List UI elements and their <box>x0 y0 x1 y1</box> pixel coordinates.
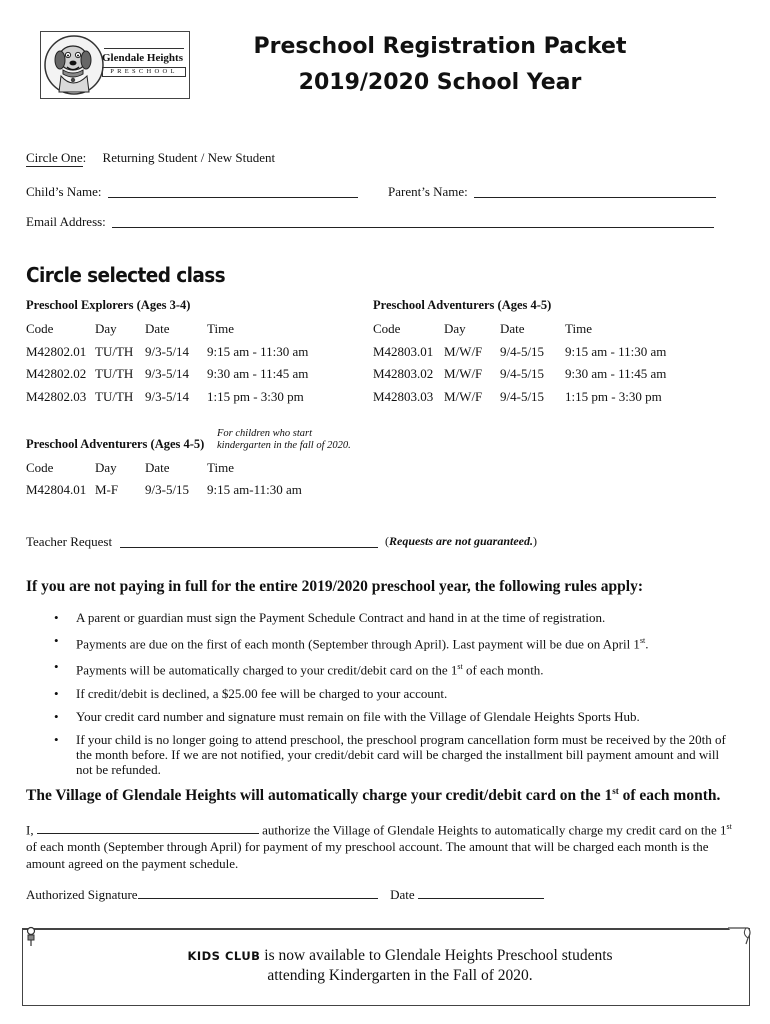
class-day: TU/TH <box>95 366 134 381</box>
student-status-options[interactable]: Returning Student / New Student <box>102 150 276 165</box>
child-name-field[interactable] <box>108 197 358 198</box>
teacher-request-field[interactable] <box>120 547 378 548</box>
class-time: 9:15 am - 11:30 am <box>207 344 309 359</box>
col-header-date: Date <box>145 321 170 336</box>
col-header-day: Day <box>95 321 117 336</box>
kids-club-text2: attending Kindergarten in the Fall of 2020. <box>267 967 533 984</box>
class-day: M-F <box>95 482 119 497</box>
col-header-time: Time <box>207 460 234 475</box>
rule-text: Payments are due on the first of each month (September through April). Last payment will be due on April 1 <box>76 636 640 652</box>
list-item <box>54 610 734 625</box>
class-date: 9/4-5/15 <box>500 389 545 404</box>
class-day: M/W/F <box>444 366 483 381</box>
circle-one-row: Circle One: Returning Student / New Student <box>26 150 276 165</box>
charge-heading-sup: st <box>612 786 619 796</box>
kids-club-announcement <box>160 946 640 985</box>
adventurers-k-note-line2: kindergarten in the fall of 2020. <box>217 440 351 451</box>
scroll-curl-icon <box>726 924 752 946</box>
class-time: 9:30 am - 11:45 am <box>207 366 309 381</box>
class-code: M42802.03 <box>26 389 87 404</box>
class-code: M42802.01 <box>26 344 87 359</box>
rules-list <box>54 610 734 785</box>
circle-one-label: Circle One <box>26 150 83 165</box>
col-header-date: Date <box>145 460 170 475</box>
class-time: 9:15 am-11:30 am <box>207 482 302 497</box>
signature-label: Authorized Signature <box>26 887 138 902</box>
class-day: M/W/F <box>444 389 483 404</box>
list-item <box>54 659 734 677</box>
col-header-code: Code <box>26 321 54 336</box>
rule-superscript: st <box>457 662 463 672</box>
class-time: 9:30 am - 11:45 am <box>565 366 667 381</box>
list-item <box>54 686 734 701</box>
signature-field[interactable] <box>138 886 378 899</box>
parent-name-field[interactable] <box>474 197 716 198</box>
preschool-logo <box>40 31 190 99</box>
bullet-icon: • <box>54 708 59 724</box>
pushpin-icon <box>24 926 38 948</box>
bullet-icon: • <box>54 633 59 648</box>
email-field[interactable] <box>112 227 714 228</box>
col-header-code: Code <box>373 321 401 336</box>
rule-text: Payments will be automatically charged to your credit/debit card on the 1 <box>76 662 458 678</box>
bullet-icon: • <box>54 659 59 675</box>
authorization-text: authorize the Village of Glendale Heights to automatically charge my credit card on the 1 <box>258 822 727 838</box>
class-code: M42803.03 <box>373 389 434 404</box>
class-time: 1:15 pm - 3:30 pm <box>565 389 662 404</box>
list-item <box>54 633 734 651</box>
authorization-text-end: of each month (September through April) for payment of my preschool account. The amount that will be charged each month is the amount agreed on the payment schedule. <box>26 839 709 872</box>
class-date: 9/3-5/14 <box>145 389 190 404</box>
col-header-day: Day <box>444 321 466 336</box>
class-day: TU/TH <box>95 389 134 404</box>
rule-text: Your credit card number and signature must remain on file with the Village of Glendale Heights Sports Hub. <box>76 708 640 724</box>
class-time: 9:15 am - 11:30 am <box>565 344 667 359</box>
date-label: Date <box>390 887 415 902</box>
rule-text: A parent or guardian must sign the Payment Schedule Contract and hand in at the time of registration. <box>76 610 606 625</box>
bullet-icon: • <box>54 610 59 625</box>
kids-club-brand: KIDS CLUB <box>187 949 261 963</box>
date-field[interactable] <box>418 886 544 899</box>
bullet-icon: • <box>54 685 59 701</box>
rules-heading: If you are not paying in full for the entire 2019/2020 preschool year, the following rules apply: <box>26 578 644 595</box>
class-day: TU/TH <box>95 344 134 359</box>
logo-subtitle: PRESCHOOL <box>102 67 186 77</box>
charge-heading-end: of each month. <box>618 787 721 805</box>
class-time: 1:15 pm - 3:30 pm <box>207 389 304 404</box>
rule-text: If credit/debit is declined, a $25.00 fee will be charged to your account. <box>76 685 448 701</box>
class-date: 9/3-5/15 <box>145 482 190 497</box>
class-code: M42803.01 <box>373 344 434 359</box>
rule-text: If your child is no longer going to attend preschool, the preschool program cancellation form must be received by the 20th of the month before. If we are not notified, your credit/debit card will be charged the installment bill payment amount and will not be refunded. <box>76 731 726 777</box>
col-header-day: Day <box>95 460 117 475</box>
kids-club-text1: is now available to Glendale Heights Preschool students <box>260 947 613 964</box>
teacher-request-note: (Requests are not guaranteed.) <box>385 534 538 548</box>
list-item <box>54 732 734 777</box>
email-label: Email Address: <box>26 214 106 229</box>
col-header-time: Time <box>565 321 592 336</box>
rule-superscript: st <box>639 636 646 645</box>
adventurers-title: Preschool Adventurers (Ages 4-5) <box>373 298 552 312</box>
class-date: 9/4-5/15 <box>500 366 545 381</box>
col-header-date: Date <box>500 321 525 336</box>
bullet-icon: • <box>54 731 59 747</box>
authorization-sup: st <box>726 822 732 831</box>
page-title: Preschool Registration Packet <box>253 34 627 59</box>
class-code: M42804.01 <box>26 482 87 497</box>
class-code: M42803.02 <box>373 366 434 381</box>
parent-name-label: Parent’s Name: <box>388 184 468 199</box>
class-code: M42802.02 <box>26 366 87 381</box>
col-header-time: Time <box>207 321 234 336</box>
child-name-label: Child’s Name: <box>26 184 102 199</box>
class-date: 9/3-5/14 <box>145 366 190 381</box>
list-item <box>54 709 734 724</box>
adventurers-k-title: Preschool Adventurers (Ages 4-5) <box>26 437 205 451</box>
charge-heading <box>26 786 720 805</box>
class-date: 9/3-5/14 <box>145 344 190 359</box>
teacher-request-label: Teacher Request <box>26 534 113 549</box>
page-subtitle: 2019/2020 School Year <box>298 70 582 95</box>
logo-name: Glendale Heights <box>102 52 183 64</box>
class-section-heading: Circle selected class <box>26 264 226 288</box>
authorizer-name-field[interactable] <box>37 821 259 834</box>
signature-row <box>26 886 544 903</box>
charge-heading-text: The Village of Glendale Heights will automatically charge your credit/debit card on the 1 <box>26 787 613 805</box>
dog-mascot-icon <box>43 34 105 96</box>
logo-divider <box>104 48 184 49</box>
col-header-code: Code <box>26 460 54 475</box>
class-date: 9/4-5/15 <box>500 344 545 359</box>
rule-text-end: . <box>645 636 649 652</box>
rule-text-end: of each month. <box>462 662 544 678</box>
authorization-paragraph <box>26 818 736 872</box>
teacher-request-note-text: Requests are not guaranteed. <box>389 534 534 548</box>
authorization-prefix: I, <box>26 822 34 838</box>
adventurers-k-note-line1: For children who start <box>217 428 312 439</box>
explorers-title: Preschool Explorers (Ages 3-4) <box>26 298 191 312</box>
class-day: M/W/F <box>444 344 483 359</box>
